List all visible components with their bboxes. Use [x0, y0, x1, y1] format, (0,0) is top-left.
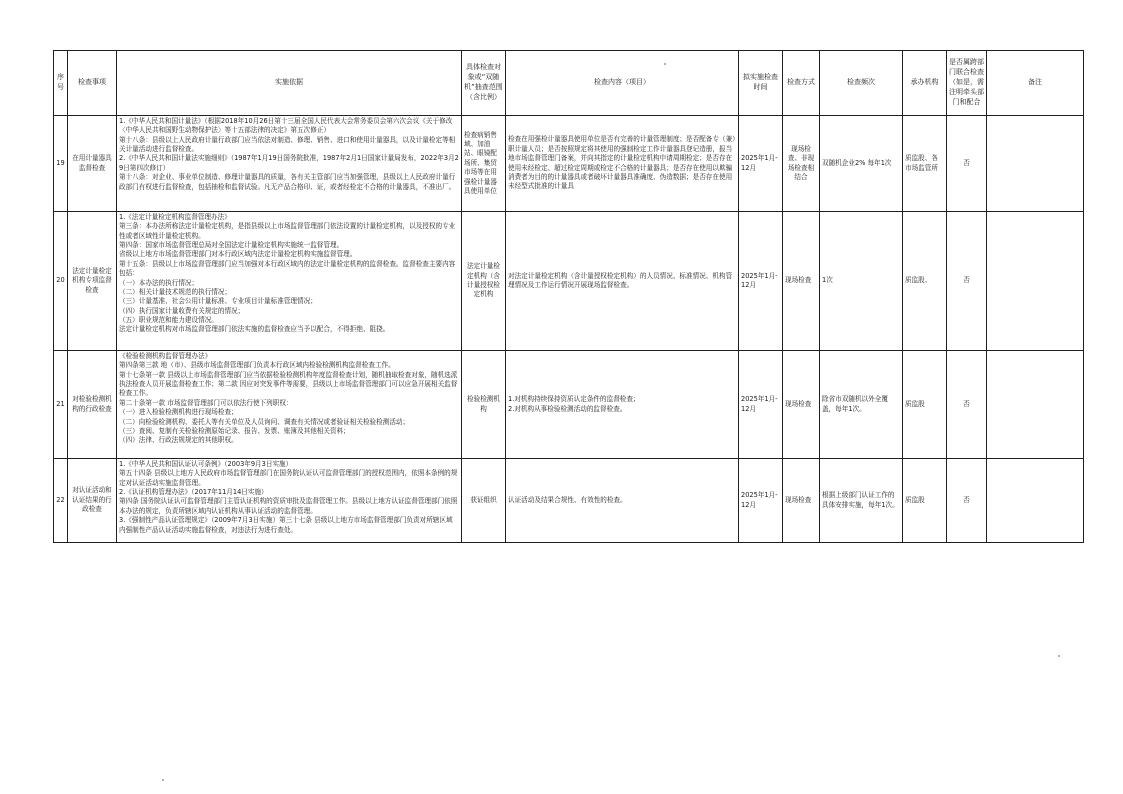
header-remark: 备注 — [987, 51, 1084, 116]
header-org: 承办机构 — [903, 51, 947, 116]
row-method: 现场检查 — [783, 459, 820, 543]
row-time: 2025年1月-12月 — [739, 212, 783, 351]
basis-line: （一）本办法的执行情况； — [119, 278, 199, 287]
basis-line: 省级以上地方市场监督管理部门对本行政区域内法定计量检定机构实施监督管理。 — [119, 250, 357, 259]
row-joint: 否 — [947, 351, 987, 459]
row-joint: 否 — [947, 116, 987, 212]
row-freq: 根据上级部门认证工作的具体安排实施，每年1次。 — [820, 459, 903, 543]
row-target: 检查病销售域、加油站、眼镜配场所、集贸市场等在用强检计量器具使用单位 — [462, 116, 506, 212]
row-item: 法定计量检定机构专项监督检查 — [68, 212, 117, 351]
header-joint: 是否属跨部门联合检查（如是，需注明牵头部门和配合 — [947, 51, 987, 116]
basis-line: 第二十条第一款 市场监督管理部门可以依法行使下列职权： — [119, 398, 293, 407]
basis-line: （四）法律、行政法规规定的其他职权。 — [119, 436, 238, 445]
basis-line: 2.《中华人民共和国计量法实施细则》（1987年1月19日国务院批准，1987年2月1日国家计量局发布，2022年3月29日第四次修订） — [119, 154, 459, 172]
row-freq: 1次 — [820, 212, 903, 351]
basis-line: 1.《中华人民共和国认证认可条例》（2003年9月3日实施） — [119, 460, 293, 468]
row-content: 对法定计量检定机构（含计量授权检定机构）的人员情况、标准情况、机构管理情况及工作运行情况开展现场监督检查。 — [506, 212, 739, 351]
basis-line: 第四条：国家市场监督管理总局对全国法定计量检定机构实施统一监督管理。 — [119, 241, 344, 250]
basis-line: 法定计量检定机构对市场监督管理部门依法实施的监督检查应当予以配合，不得拒绝、阻挠。 — [119, 325, 390, 334]
header-target: 具体检查对象或“双随机”抽查范围（含比例） — [462, 51, 506, 116]
row-content: 认证活动及结果合规性、有效性的检查。 — [506, 459, 739, 543]
row-seq: 19 — [54, 116, 68, 212]
basis-line: 第十八条：县级以上人民政府计量行政部门应当依法对制造、修理、销售、进口和使用计量器具，以及计量检定等相关计量活动进行监督检查。 — [119, 135, 456, 154]
row-time: 2025年1月-12月 — [739, 351, 783, 459]
row-method: 现场检查 — [783, 351, 820, 459]
header-item: 检查事项 — [68, 51, 117, 116]
row-content: 1.对机构持续保持资质认定条件的监督检查； 2.对机构从事检验检测活动的监督检查。 — [506, 351, 739, 459]
row-org: 质监股、 — [903, 212, 947, 351]
row-joint: 否 — [947, 459, 987, 543]
basis-line: （五）职业规范和能力建设情况。 — [119, 315, 218, 324]
basis-line: 1.《法定计量检定机构监督管理办法》 — [119, 213, 231, 221]
row-basis — [117, 351, 462, 459]
row-seq: 21 — [54, 351, 68, 459]
row-basis — [117, 116, 462, 212]
header-seq: 序号 — [54, 51, 68, 116]
scan-speck — [664, 63, 666, 65]
row-target: 法定计量检定机构（含计量授权检定机构 — [462, 212, 506, 351]
basis-line: 第四条 国务院认证认可监督管理部门主管认证机构的资质审批及监督管理工作。县级以上地方认证监督管理部门依照本办法的规定，负责所辖区域内认证机构从事认证活动的监督管理。 — [119, 497, 458, 515]
inspection-table — [53, 50, 1084, 543]
basis-line: 第十八条：对企业、事业单位制造、修理计量器具的质量，各有关主管部门应当加强管理，县级以上人民政府计量行政部门有权进行监督检查，包括抽检和监督试验。凡无产品合格印、证，或者经检定不合格的计量器具，不准出厂。 — [119, 173, 456, 191]
basis-line: 第十五条：县级以上市场监督管理部门应当加强对本行政区域内的法定计量检定机构的监督检查。监督检查主要内容包括： — [119, 259, 456, 278]
row-org: 质监股 — [903, 459, 947, 543]
table-row — [54, 459, 1084, 543]
row-basis — [117, 459, 462, 543]
scan-speck — [162, 779, 164, 781]
row-seq: 22 — [54, 459, 68, 543]
row-method: 现场检查、非现场检查相结合 — [783, 116, 820, 212]
basis-line: （二）向检验检测机构、委托人等有关单位及人员询问、调查有关情况或者验证相关检验检测活动； — [119, 417, 410, 426]
row-remark — [987, 212, 1084, 351]
row-content: 检查在用强检计量器具使用单位是否有完善的计量管理制度；是否配备专（兼）职计量人员；是否按照规定将其使用的强制检定工作计量器具登记造册，报当地市场监督管理门备案，并向其指定的计量检定机构申请周期检定；是否存在使用未经检定、超过检定周期或检定不合格的计量器具；是否存在使用以欺骗消费者为目的的计量器具或者破坏计量器具准确度、伪造数据；是否存在使用未经型式批准的计量具 — [506, 116, 739, 212]
row-freq: 除省市双随机以外全覆盖，每年1次。 — [820, 351, 903, 459]
row-freq: 双随机企业2% 每年1次 — [820, 116, 903, 212]
table-row — [54, 351, 1084, 459]
basis-line: （四）执行国家计量收费有关规定的情况； — [119, 306, 245, 315]
basis-line: 2.《认证机构管理办法》（2017年11月14日实施） — [119, 488, 268, 497]
header-method: 检查方式 — [783, 51, 820, 116]
header-content: 检查内容（项目） — [506, 51, 739, 116]
basis-line: 1.《中华人民共和国计量法》（根据2018年10月26日第十三届全国人民代表大会常务委员会第六次会议《关于修改〈中华人民共和国野生动物保护法〉等十五部法律的决定》第五次修正） — [119, 117, 453, 135]
row-org: 质监股、各市场监管所 — [903, 116, 947, 212]
table-row — [54, 212, 1084, 351]
basis-line: 第四条第三款 地（市）、县级市场监督管理部门负责本行政区域内检验检测机构监督检查工作。 — [119, 361, 395, 370]
basis-line: 第十七条第一款 县级以上市场监督管理部门应当依据检验检测机构年度监督检查计划，随机抽取检查对象，随机选派执法检查人员开展监督检查工作；第二款 因应对突发事件等需要，县级以上市场监督管理部门可以应急开展相关监督检查工作。 — [119, 370, 458, 398]
row-seq: 20 — [54, 212, 68, 351]
row-target: 获证组织 — [462, 459, 506, 543]
basis-line: （三）查阅、复制有关检验检测原始记录、报告、发票、账簿及其他相关资料； — [119, 426, 350, 435]
row-remark — [987, 351, 1084, 459]
row-time: 2025年1月-12月 — [739, 116, 783, 212]
header-freq: 检查频次 — [820, 51, 903, 116]
row-time: 2025年1月-12月 — [739, 459, 783, 543]
header-basis: 实施依据 — [117, 51, 462, 116]
header-time: 拟实施检查时间 — [739, 51, 783, 116]
scan-speck — [1058, 655, 1060, 657]
basis-line: 第五十四条 县级以上地方人民政府市场监督管理部门在国务院认证认可监督管理部门的授权范围内，依照本条例的规定对认证活动实施监督管理。 — [119, 469, 458, 487]
row-item: 对认证活动和认证结果的行政检查 — [68, 459, 117, 543]
row-method: 现场检查 — [783, 212, 820, 351]
row-org: 质监股 — [903, 351, 947, 459]
basis-line: （二）相关计量技术规范的执行情况； — [119, 287, 232, 296]
table-row — [54, 116, 1084, 212]
row-joint: 否 — [947, 212, 987, 351]
basis-line: 3.《强制性产品认证管理规定》（2009年7月3日实施）第三十七条 县级以上地方市场监督管理部门负责对所辖区域内强制性产品认证活动实施监督检查，对违法行为进行查处。 — [119, 516, 453, 534]
header-row — [54, 51, 1084, 116]
row-remark — [987, 116, 1084, 212]
basis-line: （三）计量基准、社会公用计量标准、专业项目计量标准管理情况； — [119, 297, 317, 306]
row-item: 对检验检测机构的行政检查 — [68, 351, 117, 459]
basis-line: 第三条：本办法所称法定计量检定机构，是指县级以上市场监督管理部门依法设置的计量检定机构，以及授权的专业性或者区域性计量检定机构。 — [119, 222, 456, 240]
row-remark — [987, 459, 1084, 543]
basis-line: （一）进入检验检测机构进行现场检查； — [119, 408, 238, 417]
row-target: 检验检测机构 — [462, 351, 506, 459]
basis-line: 《检验检测机构监督管理办法》 — [119, 352, 212, 360]
row-basis — [117, 212, 462, 351]
row-item: 在用计量器具监督检查 — [68, 116, 117, 212]
